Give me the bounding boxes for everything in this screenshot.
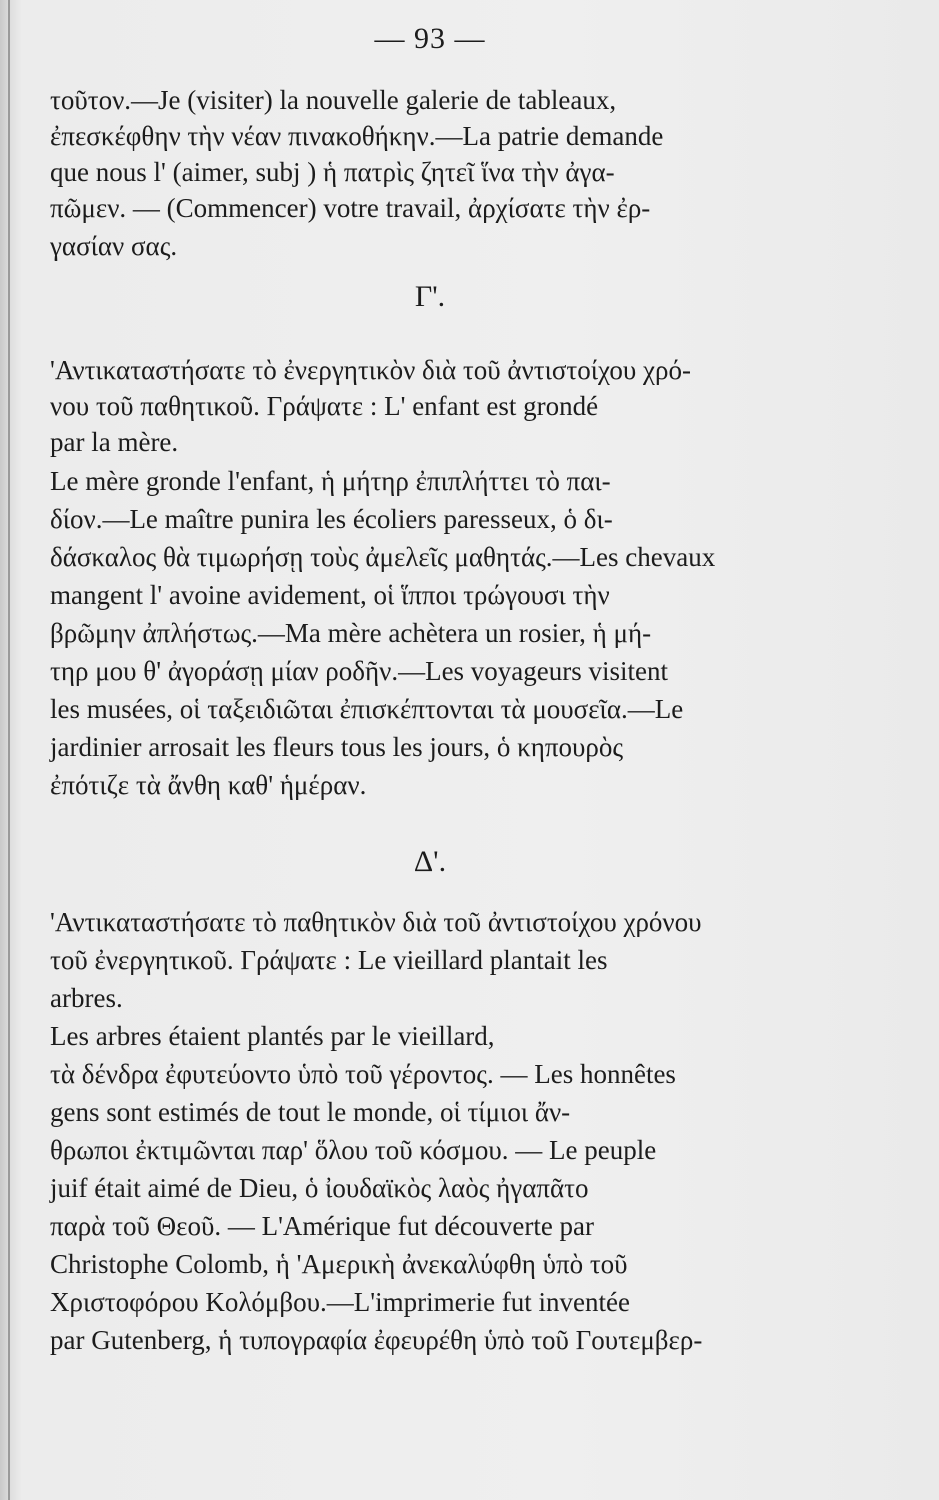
text-line: mangent l' avoine avidement, οἱ ἵπποι τρώγουσι τὴν [50, 580, 610, 610]
text-line: γασίαν σας. [50, 231, 178, 261]
text-line: Le mère gronde l'enfant, ἡ μήτηρ ἐπιπλήττει τὸ παι- [50, 466, 611, 496]
text-line: νου τοῦ παθητικοῦ. Γράψατε : L' enfant est grondé [50, 391, 599, 421]
text-line: δίον.—Le maître punira les écoliers paresseux, ὁ δι- [50, 504, 613, 534]
text-line: ἐπεσκέφθην τὴν νέαν πινακοθήκην.—La patrie demande [50, 121, 664, 151]
text-line: τηρ μου θ' ἀγοράσῃ μίαν ροδῆν.—Les voyageurs visitent [50, 656, 669, 686]
section-heading-gamma: Γ'. [414, 280, 446, 313]
text-line: gens sont estimés de tout le monde, οἱ τίμιοι ἄν- [50, 1097, 571, 1127]
page-number: — 93 — [374, 22, 486, 55]
text-line: τοῦτον.—Je (visiter) la nouvelle galerie de tableaux, [50, 85, 617, 115]
text-line: juif était aimé de Dieu, ὁ ἰουδαϊκὸς λαὸς ἠγαπᾶτο [50, 1173, 589, 1203]
text-line: παρὰ τοῦ Θεοῦ. — L'Amérique fut découverte par [50, 1211, 595, 1241]
text-line: Χριστοφόρου Κολόμβου.—L'imprimerie fut inventée [50, 1287, 630, 1317]
text-line: Christophe Colomb, ἡ 'Αμερικὴ ἀνεκαλύφθη ὑπὸ τοῦ [50, 1249, 628, 1279]
text-line: βρῶμην ἀπλήστως.—Ma mère achètera un rosier, ἡ μή- [50, 618, 652, 648]
text-line: 'Αντικαταστήσατε τὸ παθητικὸν διὰ τοῦ ἀντιστοίχου χρόνου [50, 907, 702, 937]
text-line: τοῦ ἐνεργητικοῦ. Γράψατε : Le vieillard plantait les [50, 945, 608, 975]
text-line: arbres. [50, 983, 123, 1013]
text-line: Les arbres étaient plantés par le vieillard, [50, 1021, 495, 1051]
text-line: πῶμεν. — (Commencer) votre travail, ἀρχίσατε τὴν ἐρ- [50, 193, 651, 223]
text-line: δάσκαλος θὰ τιμωρήσῃ τοὺς ἀμελεῖς μαθητάς.—Les chevaux [50, 542, 716, 572]
text-line: les musées, οἱ ταξειδιῶται ἐπισκέπτονται τὰ μουσεῖα.—Le [50, 694, 684, 724]
text-line: jardinier arrosait les fleurs tous les jours, ὁ κηπουρὸς [50, 732, 624, 762]
text-line: θρωποι ἐκτιμῶνται παρ' ὅλου τοῦ κόσμου. — Le peuple [50, 1135, 657, 1165]
text-line: ἐπότιζε τὰ ἄνθη καθ' ἡμέραν. [50, 770, 367, 800]
text-line: que nous l' (aimer, subj ) ἡ πατρὶς ζητεῖ ἵνα τὴν ἀγα- [50, 157, 615, 187]
text-line: τὰ δένδρα ἐφυτεύοντο ὑπὸ τοῦ γέροντος. — Les honnêtes [50, 1059, 676, 1089]
text-line: 'Αντικαταστήσατε τὸ ἐνεργητικὸν διὰ τοῦ ἀντιστοίχου χρό- [50, 355, 691, 385]
page-gutter-shadow [8, 0, 10, 1500]
text-line: par Gutenberg, ἡ τυπογραφία ἐφευρέθη ὑπὸ τοῦ Γουτεμβερ- [50, 1325, 703, 1355]
text-line: par la mère. [50, 427, 179, 457]
section-heading-delta: Δ'. [413, 845, 447, 878]
